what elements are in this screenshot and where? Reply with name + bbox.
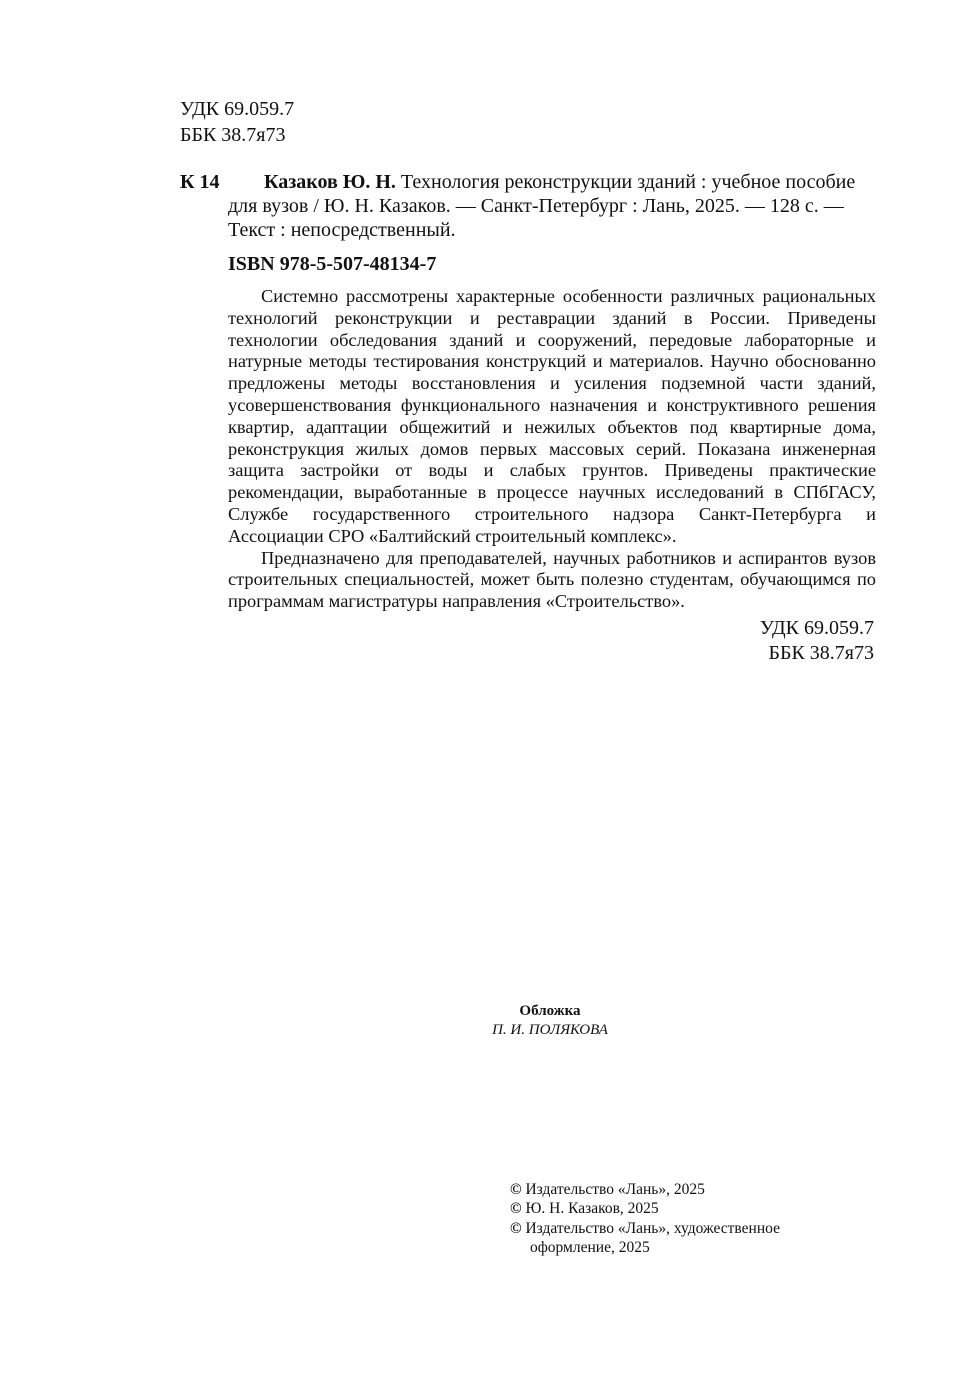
author-name: Казаков Ю. Н. <box>264 171 396 193</box>
cover-credit <box>420 1002 680 1040</box>
copyright-line: © Ю. Н. Казаков, 2025 <box>510 1200 659 1218</box>
annotation <box>228 286 876 613</box>
copyright-icon: © <box>510 1219 522 1237</box>
copyright-icon: © <box>510 1181 522 1198</box>
copyright-line: © Издательство «Лань», 2025 <box>510 1181 705 1198</box>
copyright-icon: © <box>510 1200 522 1218</box>
author-mark: К 14 <box>180 171 220 193</box>
isbn: ISBN 978-5-507-48134-7 <box>228 253 437 275</box>
cover-artist: П. И. ПОЛЯКОВА <box>492 1022 608 1038</box>
classification-codes-top <box>180 96 294 148</box>
bibliographic-description: Технология реконструкции зданий : учебное пособие для вузов / Ю. Н. Казаков. — Санкт-Петербург : Лань, 2025. — 128 с. — Текст : непосредственный. <box>228 171 856 241</box>
udk-code: УДК 69.059.7 <box>180 98 295 120</box>
cover-label: Обложка <box>519 1003 581 1019</box>
annotation-paragraph: Предназначено для преподавателей, научных работников и аспирантов вузов строительных специальностей, может быть полезно студентам, обучающимся по программам магистратуры направления «Строительство». <box>228 547 876 612</box>
bbk-code: ББК 38.7я73 <box>180 124 286 146</box>
classification-codes-bottom <box>700 616 874 666</box>
copyright-line-continuation: оформление, 2025 <box>530 1239 650 1257</box>
bbk-code: ББК 38.7я73 <box>768 642 874 664</box>
copyright-block <box>510 1180 840 1258</box>
annotation-paragraph: Системно рассмотрены характерные особенности различных рациональных технологий реконструкции и реставрации зданий в России. Приведены технологии обследования зданий и сооружений, передовые лабораторные и натурные методы тестирования конструкций и материалов. Научно обоснованно предложены методы восстановления и усиления подземной части зданий, усовершенствования функционального назначения и конструктивного решения квартир, адаптации общежитий и нежилых объектов под квартирные дома, реконструкция жилых домов первых массовых серий. Показана инженерная защита застройки от воды и слабых грунтов. Приведены практические рекомендации, выработанные в процессе научных исследований в СПбГАСУ, Службе государственного строительного надзора Санкт-Петербурга и Ассоциации СРО «Балтийский строительный комплекс». <box>228 286 876 546</box>
udk-code: УДК 69.059.7 <box>759 617 874 639</box>
bibliographic-record <box>228 170 876 242</box>
copyright-line: © Издательство «Лань», художественное <box>510 1219 780 1237</box>
